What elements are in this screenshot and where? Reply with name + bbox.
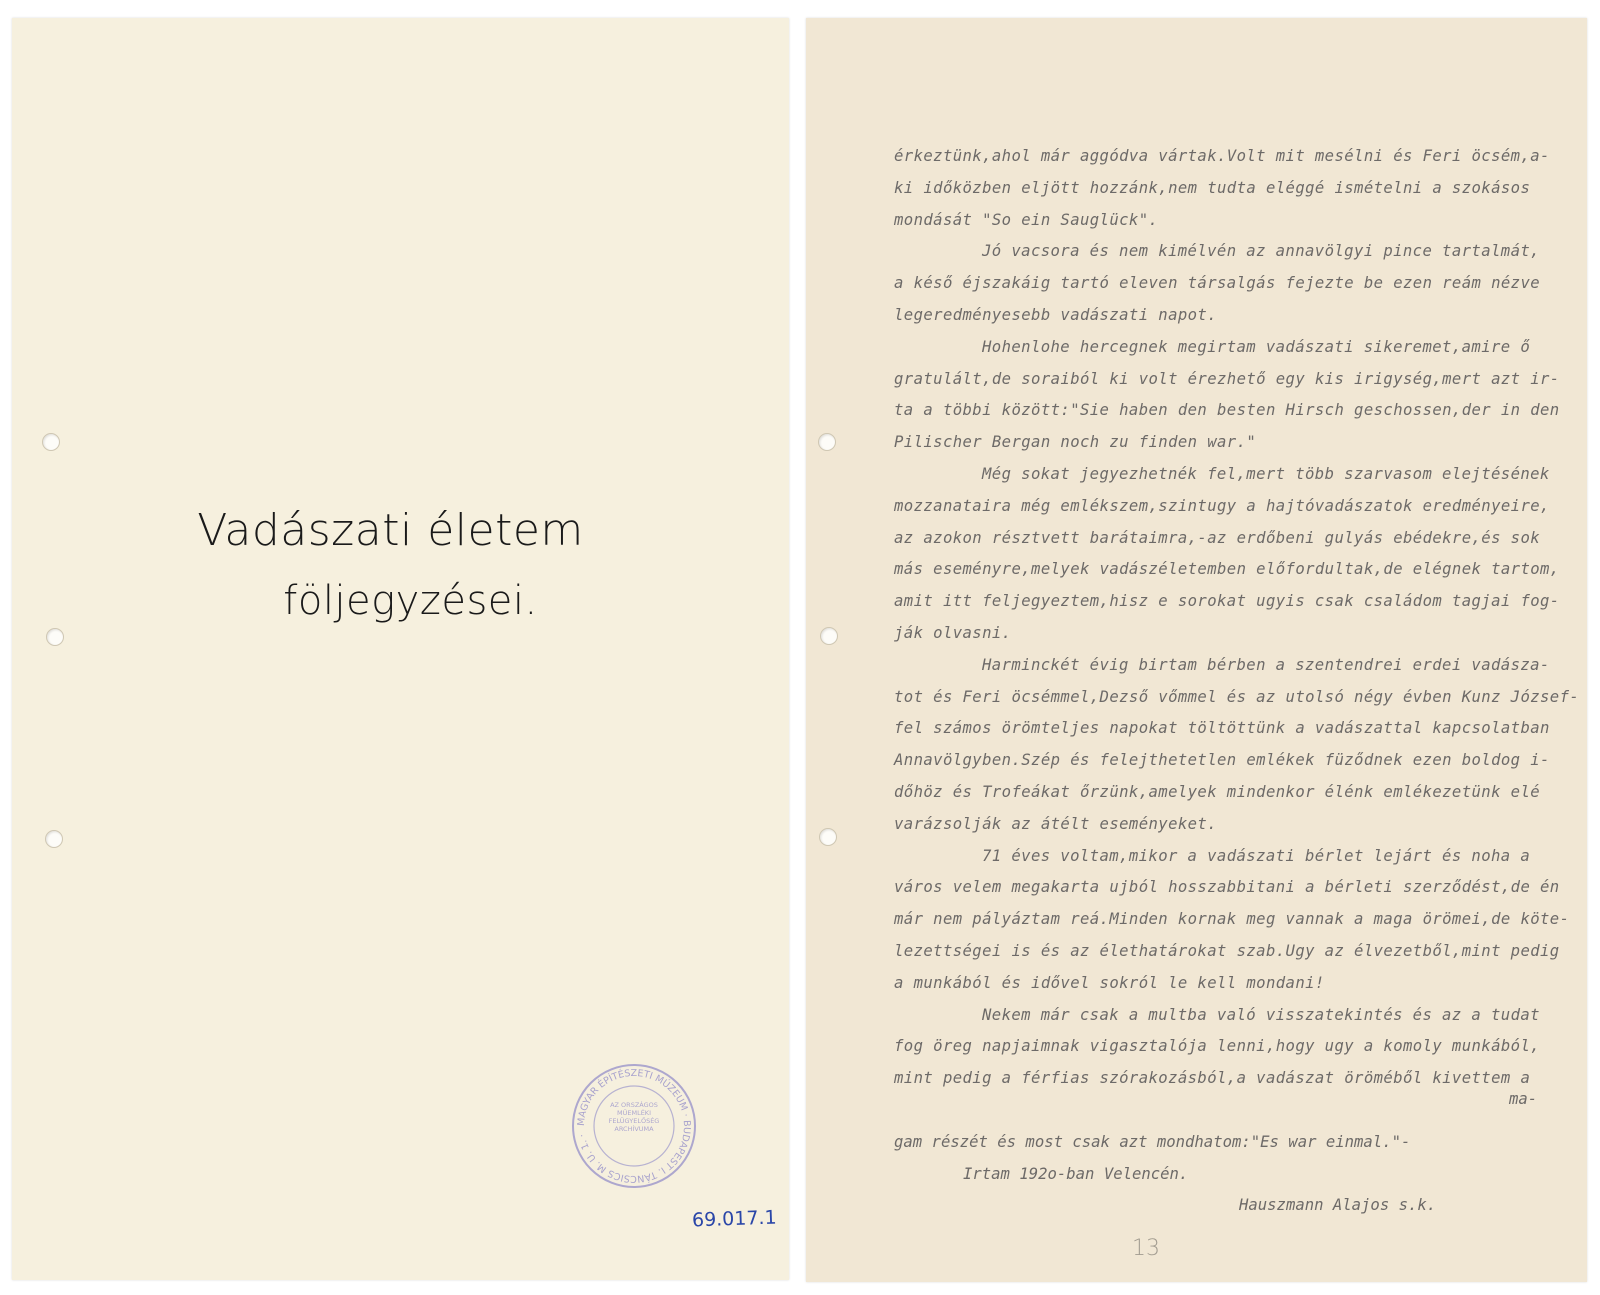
- text-line: dőhöz és Trofeákat őrzünk,amelyek mindenkor élénk emlékezetünk elé: [894, 782, 1541, 801]
- text-line: Harminckét évig birtam bérben a szentendrei erdei vadásza-: [982, 655, 1550, 674]
- text-line: mondását "So ein Sauglück".: [894, 210, 1159, 229]
- text-line: ki időközben eljött hozzánk,nem tudta eléggé ismételni a szokásos: [894, 178, 1531, 197]
- text-line: tot és Feri öcsémmel,Dezső vőmmel és az utolsó négy évben Kunz József-: [894, 687, 1580, 706]
- text-line: Még sokat jegyezhetnék fel,mert több szarvasom elejtésének: [982, 464, 1550, 483]
- cover-page: [12, 18, 789, 1280]
- text-line: Nekem már csak a multba való visszatekintés és az a tudat: [982, 1005, 1540, 1024]
- text-line: más eseményre,melyek vadászéletemben előfordultak,de elégnek tartom,: [894, 560, 1560, 579]
- text-line: már nem pályáztam reá.Minden kornak meg vannak a maga örömei,de köte-: [894, 910, 1570, 929]
- text-line: Annavölgyben.Szép és felejthetetlen emlékek füződnek ezen boldog i-: [894, 751, 1550, 770]
- text-line: Jó vacsora és nem kimélvén az annavölgyi pince tartalmát,: [982, 242, 1540, 261]
- place-date: Irtam 192o-ban Velencén.: [963, 1165, 1189, 1183]
- text-line: fel számos örömteljes napokat töltöttünk a vadászattal kapcsolatban: [894, 719, 1550, 738]
- text-line: mozzanataira még emlékszem,szintugy a hajtóvadászatok eredményeire,: [894, 496, 1550, 515]
- page-number: 13: [1132, 1236, 1160, 1261]
- text-line: fog öreg napjaimnak vigasztalója lenni,hogy ugy a komoly munkából,: [894, 1037, 1541, 1056]
- text-line: érkeztünk,ahol már aggódva vártak.Volt mit mesélni és Feri öcsém,a-: [894, 147, 1550, 165]
- punch-hole: [819, 828, 837, 846]
- cover-title-line2: följegyzései.: [283, 578, 538, 624]
- text-line: lezettségei is és az élethatárokat szab.Ugy az élvezetből,mint pedig: [894, 941, 1560, 960]
- inventory-number: 69.017.1: [691, 1206, 777, 1232]
- text-line: a késő éjszakáig tartó eleven társalgás fejezte be ezen reám nézve: [894, 274, 1541, 293]
- punch-hole: [820, 627, 838, 645]
- museum-stamp: [569, 1061, 699, 1191]
- text-line: varázsolják az átélt eseményeket.: [894, 814, 1218, 833]
- svg-text:MAGYAR ÉPÍTÉSZETI MÚZEUM · BUD: MAGYAR ÉPÍTÉSZETI MÚZEUM · BUDAPEST I. TÁNCSICS M. U. 1. ·: [575, 1067, 693, 1185]
- hyphen-overflow-word: ma-: [1509, 1090, 1538, 1108]
- punch-hole: [46, 628, 64, 646]
- signature: Hauszmann Alajos s.k.: [1239, 1196, 1437, 1214]
- text-page: [806, 18, 1587, 1282]
- text-line: ta a többi között:"Sie haben den besten Hirsch geschossen,der in den: [894, 401, 1560, 420]
- cover-title-line1: Vadászati életem: [197, 505, 584, 556]
- punch-hole: [818, 433, 836, 451]
- text-line: a munkából és idővel sokról le kell mondani!: [894, 973, 1325, 992]
- punch-hole: [42, 433, 60, 451]
- text-line: Pilischer Bergan noch zu finden war.": [894, 433, 1257, 452]
- typewritten-body: [894, 141, 1580, 1095]
- text-line: gratulált,de soraiból ki volt érezhető egy kis irigység,mert azt ir-: [894, 369, 1560, 388]
- text-line: az azokon résztvett barátaimra,-az erdőbeni gulyás ebédekre,és sok: [894, 528, 1541, 547]
- text-line: legeredményesebb vadászati napot.: [894, 305, 1218, 324]
- punch-hole: [45, 830, 63, 848]
- text-line: ják olvasni.: [894, 623, 1012, 642]
- text-line: amit itt feljegyeztem,hisz e sorokat ugyis csak családom tagjai fog-: [894, 592, 1560, 611]
- stamp-inner-text: AZ ORSZÁGOS MŰEMLÉKI FELÜGYELŐSÉG ARCHÍVUMA: [608, 1101, 660, 1133]
- text-line: 71 éves voltam,mikor a vadászati bérlet lejárt és noha a: [982, 846, 1531, 865]
- closing-line: gam részét és most csak azt mondhatom:"Es war einmal."-: [894, 1133, 1411, 1151]
- text-line: mint pedig a férfias szórakozásból,a vadászat öröméből kivettem a: [894, 1069, 1531, 1088]
- text-line: város velem megakarta ujból hosszabbitani a bérleti szerződést,de én: [894, 878, 1560, 897]
- text-line: Hohenlohe hercegnek megirtam vadászati sikeremet,amire ő: [982, 337, 1531, 356]
